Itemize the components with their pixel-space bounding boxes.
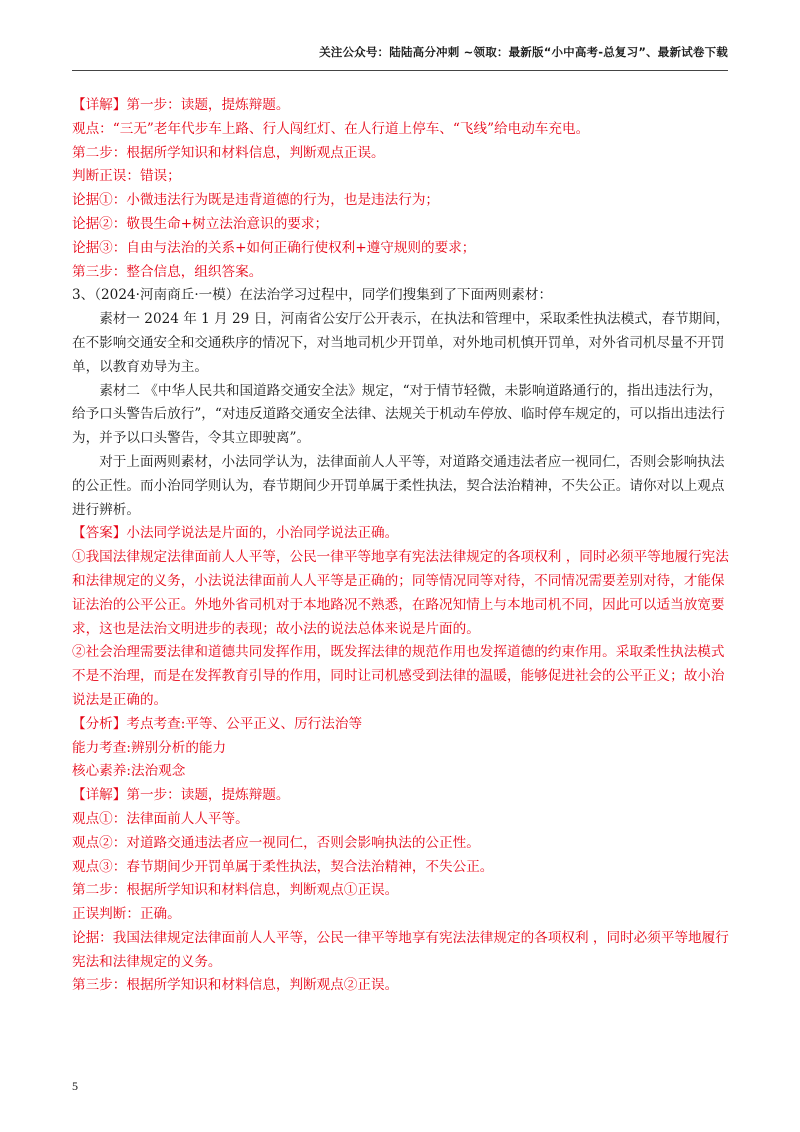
detail-viewpoint-2: 观点②：对道路交通违法者应一视同仁，否则会影响执法的公正性。 [72,834,480,851]
explanation-argument-3: 论据③：自由与法治的关系+如何正确行使权利+遵守规则的要求； [72,239,476,256]
answer-heading: 【答案】小法同学说法是片面的，小治同学说法正确。 [72,525,399,542]
page-content [72,94,734,998]
header-divider [72,70,728,71]
explanation-step2: 第二步：根据所学知识和材料信息，判断观点正误。 [72,144,385,161]
question-prompt: 对于上面两则素材，小法同学认为，法律面前人人平等，对道路交通违法者应一视同仁，否则会影响执法的公正性。而小治同学则认为，春节期间少开罚单属于柔性执法，契合法治精神，不失公正。请你对以上观点进行辨析。 [72,453,725,518]
explanation-judgement: 判断正误：错误； [72,168,181,185]
explanation-argument-2: 论据②：敬畏生命+树立法治意识的要求； [72,215,329,232]
explanation-step3: 第三步：整合信息，组织答案。 [72,263,263,280]
explanation-argument-1: 论据①：小微违法行为既是违背道德的行为，也是违法行为； [72,192,440,209]
question-intro: 3、（2024·河南商丘·一模）在法治学习过程中，同学们搜集到了下面两则素材： [72,287,553,304]
detail-step1: 【详解】第一步：读题，提炼辩题。 [72,787,290,804]
question-material-1: 素材一 2024 年 1 月 29 日，河南省公安厅公开表示，在执法和管理中，采取柔性执法模式，春节期间，在不影响交通安全和交通秩序的情况下，对当地司机少开罚单，对外地司机慎开罚单，对外省司机尽量不开罚单，以教育劝导为主。 [72,311,730,375]
answer-point-1: ①我国法律规定法律面前人人平等，公民一律平等地享有宪法法律规定的各项权利 ，同时必须平等地履行宪法和法律规定的义务，小法说法律面前人人平等是正确的；同等情况同等对待，不同情况需要差别对待，才能保证法治的公平公正。外地外省司机对于本地路况不熟悉，在路况知情上与本地司机不同，因此可以适当放宽要求，这也是法治文明进步的表现；故小法的说法总体来说是片面的。 [72,549,729,637]
page-header: 关注公众号：陆陆高分冲刺 ~领取：最新版“小中高考-总复习”、最新试卷下载 [319,45,728,59]
analysis-heading: 【分析】考点考查:平等、公平正义、厉行法治等 [72,715,363,732]
analysis-literacy: 核心素养:法治观念 [72,763,186,780]
answer-point-2: ②社会治理需要法律和道德共同发挥作用，既发挥法律的规范作用也发挥道德的约束作用。采取柔性执法模式不是不治理，而是在发挥教育引导的作用，同时让司机感受到法律的温暖，能够促进社会的公平正义；故小治说法是正确的。 [72,644,725,708]
detail-judgement: 正误判断：正确。 [72,906,181,923]
detail-step3: 第三步：根据所学知识和材料信息，判断观点②正误。 [72,977,399,994]
detail-viewpoint-3: 观点③：春节期间少开罚单属于柔性执法，契合法治精神，不失公正。 [72,858,494,875]
explanation-viewpoint: 观点：“三无”老年代步车上路、行人闯红灯、在人行道上停车、“飞线”给电动车充电。 [72,120,590,137]
analysis-ability: 能力考查:辨别分析的能力 [72,739,227,756]
question-material-2: 素材二 《中华人民共和国道路交通安全法》规定，“对于情节轻微，未影响道路通行的，指出违法行为，给予口头警告后放行”，“对违反道路交通安全法律、法规关于机动车停放、临时停车规定的，可以指出违法行为，并予以口头警告，令其立即驶离”。 [72,382,725,447]
detail-argument: 论据：我国法律规定法律面前人人平等，公民一律平等地享有宪法法律规定的各项权利 ，同时必须平等地履行宪法和法律规定的义务。 [72,929,729,970]
detail-viewpoint-1: 观点①：法律面前人人平等。 [72,810,249,827]
detail-step2: 第二步：根据所学知识和材料信息，判断观点①正误。 [72,882,399,899]
explanation-step1: 【详解】第一步：读题，提炼辩题。 [72,97,290,113]
page-number: 5 [72,1079,78,1093]
